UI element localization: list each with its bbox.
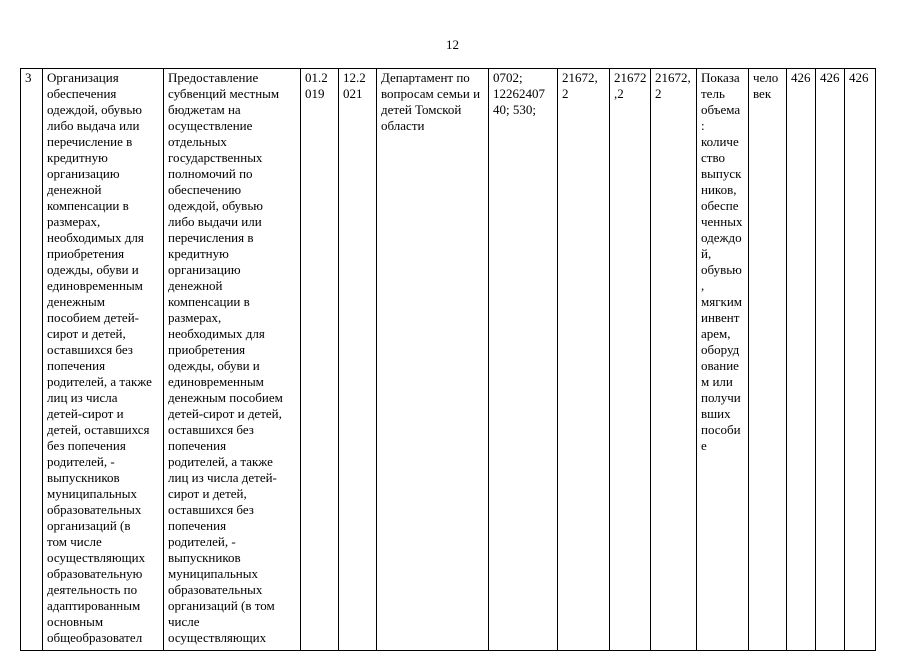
cell-text-line: государственных	[168, 150, 263, 165]
cell-text-line: одеждой, обувью	[168, 198, 263, 213]
event-name-cell	[43, 69, 164, 651]
sum-cell-3	[651, 69, 697, 651]
cell-text-line: попечения	[47, 358, 106, 373]
program-table	[20, 68, 876, 651]
cell-text-line: числе	[168, 614, 200, 629]
cell-text-line: перечисления в	[168, 230, 254, 245]
cell-text-line: оставшихся без	[168, 422, 254, 437]
cell-text-line: либо выдача или	[47, 118, 140, 133]
indicator-cell	[697, 69, 749, 651]
page-number: 12	[446, 37, 459, 52]
cell-text-line: век	[753, 86, 772, 101]
cell-text-line: м или	[701, 374, 733, 389]
cell-text-line: обеспе	[701, 198, 739, 213]
cell-text-line: размерах,	[47, 214, 101, 229]
cell-text-line: оставшихся без	[47, 342, 133, 357]
cell-text-line: пособи	[701, 422, 741, 437]
cell-text-line: сирот и детей,	[47, 326, 126, 341]
cell-text-line: родителей, а также	[168, 454, 273, 469]
cell-text-line: оборуд	[701, 342, 740, 357]
cell-text-line: субвенций местным	[168, 86, 280, 101]
cell-text-line: бюджетам на	[168, 102, 241, 117]
cell-text-line: оставшихся без	[168, 502, 254, 517]
cell-text-line: приобретения	[168, 342, 246, 357]
cell-text-line: муниципальных	[47, 486, 138, 501]
cell-text-line: Департамент по	[381, 70, 470, 85]
cell-text-line: полномочий по	[168, 166, 253, 181]
cell-text-line: сирот и детей,	[168, 486, 247, 501]
cell-text-line: области	[381, 118, 425, 133]
cell-text-line: компенсации в	[47, 198, 129, 213]
cell-text-line: без попечения	[47, 438, 126, 453]
cell-text-line: размерах,	[168, 310, 222, 325]
cell-text-line: детей-сирот и детей,	[168, 406, 282, 421]
cell-text-line: том числе	[47, 534, 102, 549]
cell-text-line: денежным	[47, 294, 106, 309]
cell-text-line: организацию	[168, 262, 241, 277]
cell-text-line: получи	[701, 390, 741, 405]
cell-text-line: ников,	[701, 182, 737, 197]
cell-text-line: муниципальных	[168, 566, 259, 581]
value-cell-3: 426	[845, 69, 876, 651]
cell-text-line: необходимых для	[47, 230, 144, 245]
start-date-cell	[301, 69, 339, 651]
cell-text-line: 21672,	[562, 70, 598, 85]
budget-code-cell	[489, 69, 558, 651]
cell-text-line: 12.2	[343, 70, 366, 85]
cell-text-line: одеждо	[701, 230, 742, 245]
cell-text-line: попечения	[168, 438, 227, 453]
cell-text-line: ование	[701, 358, 739, 373]
event-description-cell	[164, 69, 301, 651]
cell-text-line: организаций (в том	[168, 598, 275, 613]
cell-text-line: денежной	[168, 278, 223, 293]
cell-text-line: образовательных	[47, 502, 142, 517]
cell-text-line: ство	[701, 150, 726, 165]
unit-cell	[749, 69, 787, 651]
cell-text-line: ,	[701, 278, 705, 293]
cell-text-line: обеспечению	[168, 182, 242, 197]
cell-text-line: образовательных	[168, 582, 263, 597]
sum-cell-2	[610, 69, 651, 651]
cell-text-line: 2	[562, 86, 569, 101]
cell-text-line: 2	[655, 86, 662, 101]
cell-text-line: денежной	[47, 182, 102, 197]
cell-text-line: единовременным	[47, 278, 143, 293]
cell-text-line: Предоставление	[168, 70, 259, 85]
cell-text-line: обувью	[701, 262, 742, 277]
cell-text-line: ,2	[614, 86, 624, 101]
cell-text-line: родителей, -	[47, 454, 115, 469]
cell-text-line: приобретения	[47, 246, 125, 261]
cell-text-line: арем,	[701, 326, 731, 341]
cell-text-line: необходимых для	[168, 326, 265, 341]
end-date-cell	[339, 69, 377, 651]
sum-cell-1	[558, 69, 610, 651]
cell-text-line: 40; 530;	[493, 102, 536, 117]
cell-text-line: либо выдачи или	[168, 214, 262, 229]
cell-text-line: осуществляющих	[47, 550, 146, 565]
cell-text-line: вопросам семьи и	[381, 86, 481, 101]
cell-text-line: детей-сирот и	[47, 406, 124, 421]
cell-text-line: одежды, обуви и	[168, 358, 260, 373]
cell-text-line: одеждой, обувью	[47, 102, 142, 117]
table-row	[21, 69, 876, 651]
cell-text-line: лиц из числа	[47, 390, 118, 405]
cell-text-line: организаций (в	[47, 518, 131, 533]
cell-text-line: 019	[305, 86, 325, 101]
cell-text-line: вших	[701, 406, 731, 421]
cell-text-line: 0702;	[493, 70, 523, 85]
cell-text-line: одежды, обуви и	[47, 262, 139, 277]
cell-text-line: :	[701, 118, 705, 133]
cell-text-line: Показа	[701, 70, 740, 85]
cell-text-line: компенсации в	[168, 294, 250, 309]
cell-text-line: осуществляющих	[168, 630, 267, 645]
cell-text-line: выпускников	[168, 550, 241, 565]
cell-text-line: выпускников	[47, 470, 120, 485]
cell-text-line: 21672,	[655, 70, 691, 85]
cell-text-line: организацию	[47, 166, 120, 181]
cell-text-line: единовременным	[168, 374, 264, 389]
cell-text-line: тель	[701, 86, 725, 101]
cell-text-line: родителей, -	[168, 534, 236, 549]
cell-text-line: родителей, а также	[47, 374, 152, 389]
cell-text-line: адаптированным	[47, 598, 141, 613]
cell-text-line: основным	[47, 614, 104, 629]
cell-text-line: кредитную	[168, 246, 229, 261]
cell-text-line: мягким	[701, 294, 743, 309]
department-cell	[377, 69, 489, 651]
cell-text-line: количе	[701, 134, 739, 149]
cell-text-line: 21672	[614, 70, 647, 85]
cell-text-line: денежным пособием	[168, 390, 283, 405]
cell-text-line: осуществление	[168, 118, 253, 133]
cell-text-line: детей Томской	[381, 102, 462, 117]
cell-text-line: объема	[701, 102, 741, 117]
cell-text-line: перечисление в	[47, 134, 133, 149]
cell-text-line: инвент	[701, 310, 740, 325]
cell-text-line: выпуск	[701, 166, 742, 181]
cell-text-line: обеспечения	[47, 86, 117, 101]
value-cell-1: 426	[787, 69, 816, 651]
cell-text-line: Организация	[47, 70, 119, 85]
cell-text-line: отдельных	[168, 134, 227, 149]
cell-text-line: 01.2	[305, 70, 328, 85]
cell-text-line: е	[701, 438, 707, 453]
cell-text-line: лиц из числа детей-	[168, 470, 277, 485]
cell-text-line: 021	[343, 86, 363, 101]
cell-text-line: пособием детей-	[47, 310, 139, 325]
cell-text-line: чело	[753, 70, 779, 85]
cell-text-line: й,	[701, 246, 712, 261]
cell-text-line: деятельность по	[47, 582, 138, 597]
value-cell-2: 426	[816, 69, 845, 651]
cell-text-line: ченных	[701, 214, 743, 229]
cell-text-line: 12262407	[493, 86, 545, 101]
cell-text-line: попечения	[168, 518, 227, 533]
cell-text-line: образовательную	[47, 566, 143, 581]
cell-text-line: общеобразовател	[47, 630, 143, 645]
cell-text-line: кредитную	[47, 150, 108, 165]
row-number-cell: 3	[21, 69, 43, 651]
cell-text-line: детей, оставшихся	[47, 422, 150, 437]
